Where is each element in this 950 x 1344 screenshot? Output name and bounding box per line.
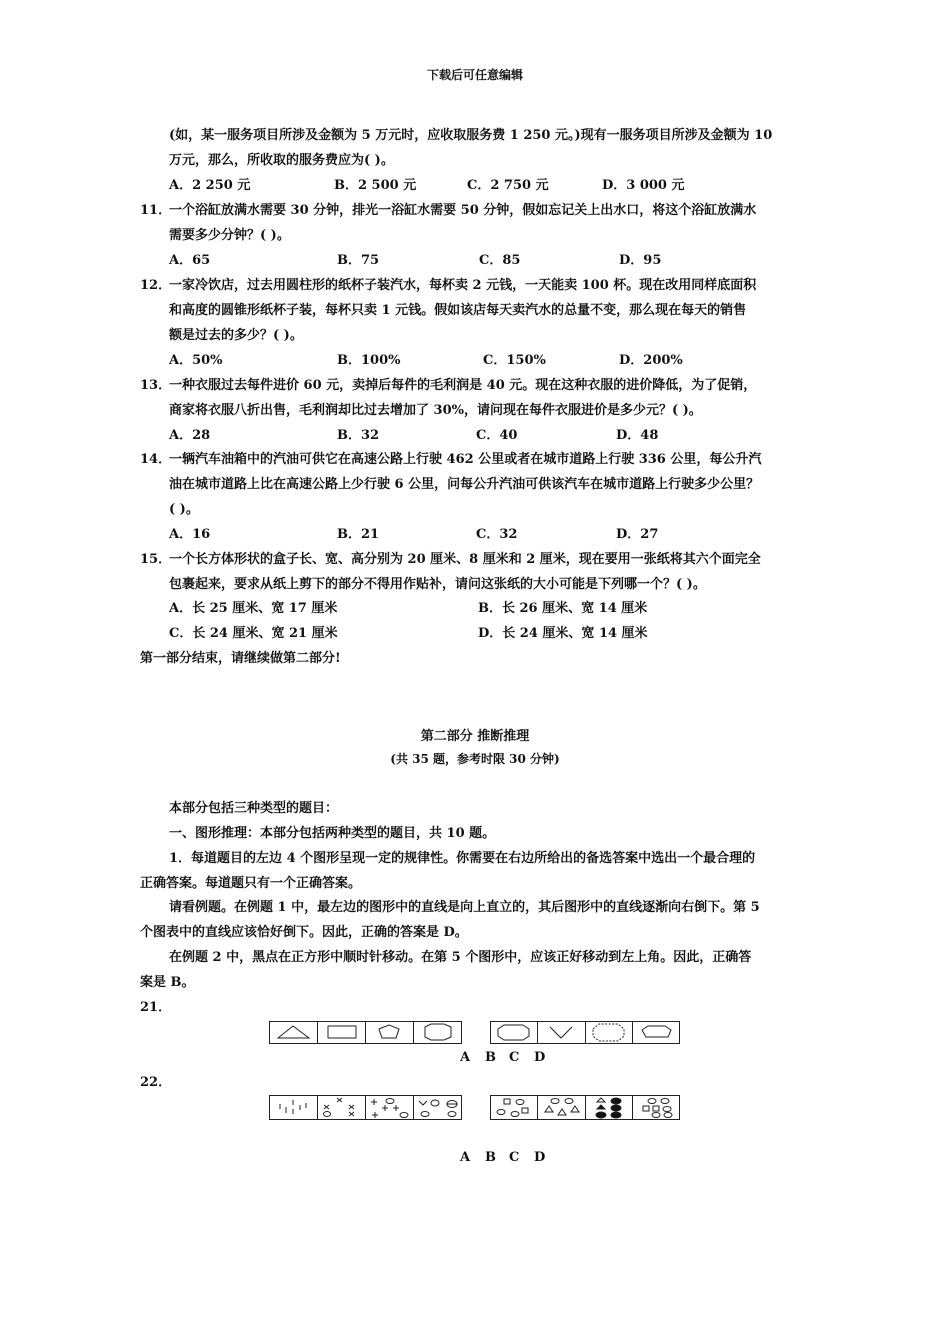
q13-option-a[interactable]: A．28	[169, 428, 211, 443]
q10-line-2: 万元，那么，所收取的服务费应为( )。	[169, 153, 394, 168]
q11-option-b[interactable]: B．75	[337, 253, 380, 268]
q13-option-b[interactable]: B．32	[337, 428, 380, 443]
q12-option-d[interactable]: D．200%	[619, 353, 683, 368]
q11-option-a[interactable]: A．65	[169, 253, 211, 268]
q12-line-1: 一家冷饮店，过去用圆柱形的纸杯子装汽水，每杯卖 2 元钱，一天能卖 100 杯。现在改用同样底面积	[169, 278, 757, 293]
q14-option-c[interactable]: C．32	[476, 527, 518, 542]
q13-number: 13．	[140, 378, 172, 393]
q21-answer-a[interactable]: A	[460, 1050, 471, 1065]
q10-line-1: (如，某一服务项目所涉及金额为 5 万元时，应收取服务费 1 250 元。)现有一服务项目所涉及金额为 10	[169, 128, 773, 143]
q12-option-b[interactable]: B．100%	[337, 353, 401, 368]
q14-line-1: 一辆汽车油箱中的汽油可供它在高速公路上行驶 462 公里或者在城市道路上行驶 336 公里，每公升汽	[169, 452, 762, 467]
page-header: 下载后可任意编辑	[426, 68, 523, 82]
q21-number: 21．	[140, 1000, 172, 1015]
q22-answer-c[interactable]: C	[509, 1150, 520, 1165]
q11-number: 11．	[140, 203, 172, 218]
example1-line-1: 请看例题。在例题 1 中，最左边的图形中的直线是向上直立的，其后图形中的直线逐渐向右倒下。第 5	[169, 900, 760, 915]
example2-line-1: 在例题 2 中，黑点在正方形中顺时针移动。在第 5 个图形中，应该正好移动到左上角。因此，正确答	[169, 950, 752, 965]
q15-option-c[interactable]: C．长 24 厘米、宽 21 厘米	[169, 626, 338, 641]
part2-intro: 本部分包括三种类型的题目：	[169, 801, 339, 816]
q12-option-c[interactable]: C．150%	[483, 353, 546, 368]
q14-option-d[interactable]: D．27	[616, 527, 659, 542]
q21-answer-labels	[460, 1050, 560, 1068]
q13-line-1: 一种衣服过去每件进价 60 元，卖掉后每件的毛利润是 40 元。现在这种衣服的进价降低，为了促销，	[169, 378, 757, 393]
q10-option-b[interactable]: B．2 500 元	[334, 178, 417, 193]
q15-option-d[interactable]: D．长 24 厘米、宽 14 厘米	[478, 626, 648, 641]
q21-answer-figures	[490, 1021, 680, 1044]
q14-option-b[interactable]: B．21	[337, 527, 380, 542]
q22-number: 22．	[140, 1075, 172, 1090]
q22-answer-labels	[460, 1150, 560, 1168]
q12-option-a[interactable]: A．50%	[169, 353, 223, 368]
q14-option-a[interactable]: A．16	[169, 527, 211, 542]
q14-line-2: 油在城市道路上比在高速公路上少行驶 6 公里，问每公升汽油可供该汽车在城市道路上行驶多少公里？	[169, 477, 760, 492]
q15-line-1: 一个长方体形状的盒子长、宽、高分别为 20 厘米、8 厘米和 2 厘米，现在要用一张纸将其六个面完全	[169, 552, 761, 567]
q15-number: 15．	[140, 552, 172, 567]
q21-answer-c[interactable]: C	[509, 1050, 520, 1065]
q10-option-d[interactable]: D．3 000 元	[602, 178, 685, 193]
rule-line-1: 1．每道题目的左边 4 个图形呈现一定的规律性。你需要在右边所给出的备选答案中选出一个最合理的	[169, 851, 756, 866]
q15-option-b[interactable]: B．长 26 厘米、宽 14 厘米	[478, 601, 648, 616]
q11-line-2: 需要多少分钟？( )。	[169, 228, 290, 243]
q22-answer-a[interactable]: A	[460, 1150, 471, 1165]
q14-number: 14．	[140, 452, 172, 467]
q13-option-c[interactable]: C．40	[476, 428, 518, 443]
q10-option-c[interactable]: C．2 750 元	[467, 178, 549, 193]
q11-option-c[interactable]: C．85	[479, 253, 521, 268]
q12-number: 12．	[140, 278, 172, 293]
q21-answer-d[interactable]: D	[534, 1050, 546, 1065]
q12-line-2: 和高度的圆锥形纸杯子装，每杯只卖 1 元钱。假如该店每天卖汽水的总量不变，那么现在每天的销售	[169, 303, 747, 318]
q15-option-a[interactable]: A．长 25 厘米、宽 17 厘米	[169, 601, 338, 616]
q12-line-3: 额是过去的多少？( )。	[169, 328, 303, 343]
q13-line-2: 商家将衣服八折出售，毛利润却比过去增加了 30%，请问现在每件衣服进价是多少元？( )。	[169, 403, 702, 418]
rule-line-2: 正确答案。每道题只有一个正确答案。	[140, 876, 362, 891]
section1-heading: 一、图形推理：本部分包括两种类型的题目，共 10 题。	[169, 826, 496, 841]
part2-title: 第二部分 推断推理	[420, 729, 530, 744]
q22-answer-figures	[490, 1095, 680, 1120]
q11-line-1: 一个浴缸放满水需要 30 分钟，排光一浴缸水需要 50 分钟，假如忘记关上出水口，将这个浴缸放满水	[169, 203, 757, 218]
q13-option-d[interactable]: D．48	[616, 428, 659, 443]
example2-line-2: 案是 B。	[140, 975, 195, 990]
q11-option-d[interactable]: D．95	[619, 253, 662, 268]
q22-answer-b[interactable]: B	[485, 1150, 496, 1165]
q22-answer-d[interactable]: D	[534, 1150, 546, 1165]
part2-subtitle: (共 35 题，参考时限 30 分钟)	[390, 752, 560, 766]
part1-end-note: 第一部分结束，请继续做第二部分!	[140, 651, 341, 666]
q10-option-a[interactable]: A．2 250 元	[169, 178, 251, 193]
q14-line-3: ( )。	[169, 502, 199, 517]
q15-line-2: 包裹起来，要求从纸上剪下的部分不得用作贴补，请问这张纸的大小可能是下列哪一个？( )。	[169, 577, 706, 592]
q22-question-figures	[269, 1095, 462, 1120]
q21-question-figures	[269, 1021, 462, 1044]
example1-line-2: 个图表中的直线应该恰好倒下。因此，正确的答案是 D。	[140, 925, 468, 940]
q21-answer-b[interactable]: B	[485, 1050, 496, 1065]
